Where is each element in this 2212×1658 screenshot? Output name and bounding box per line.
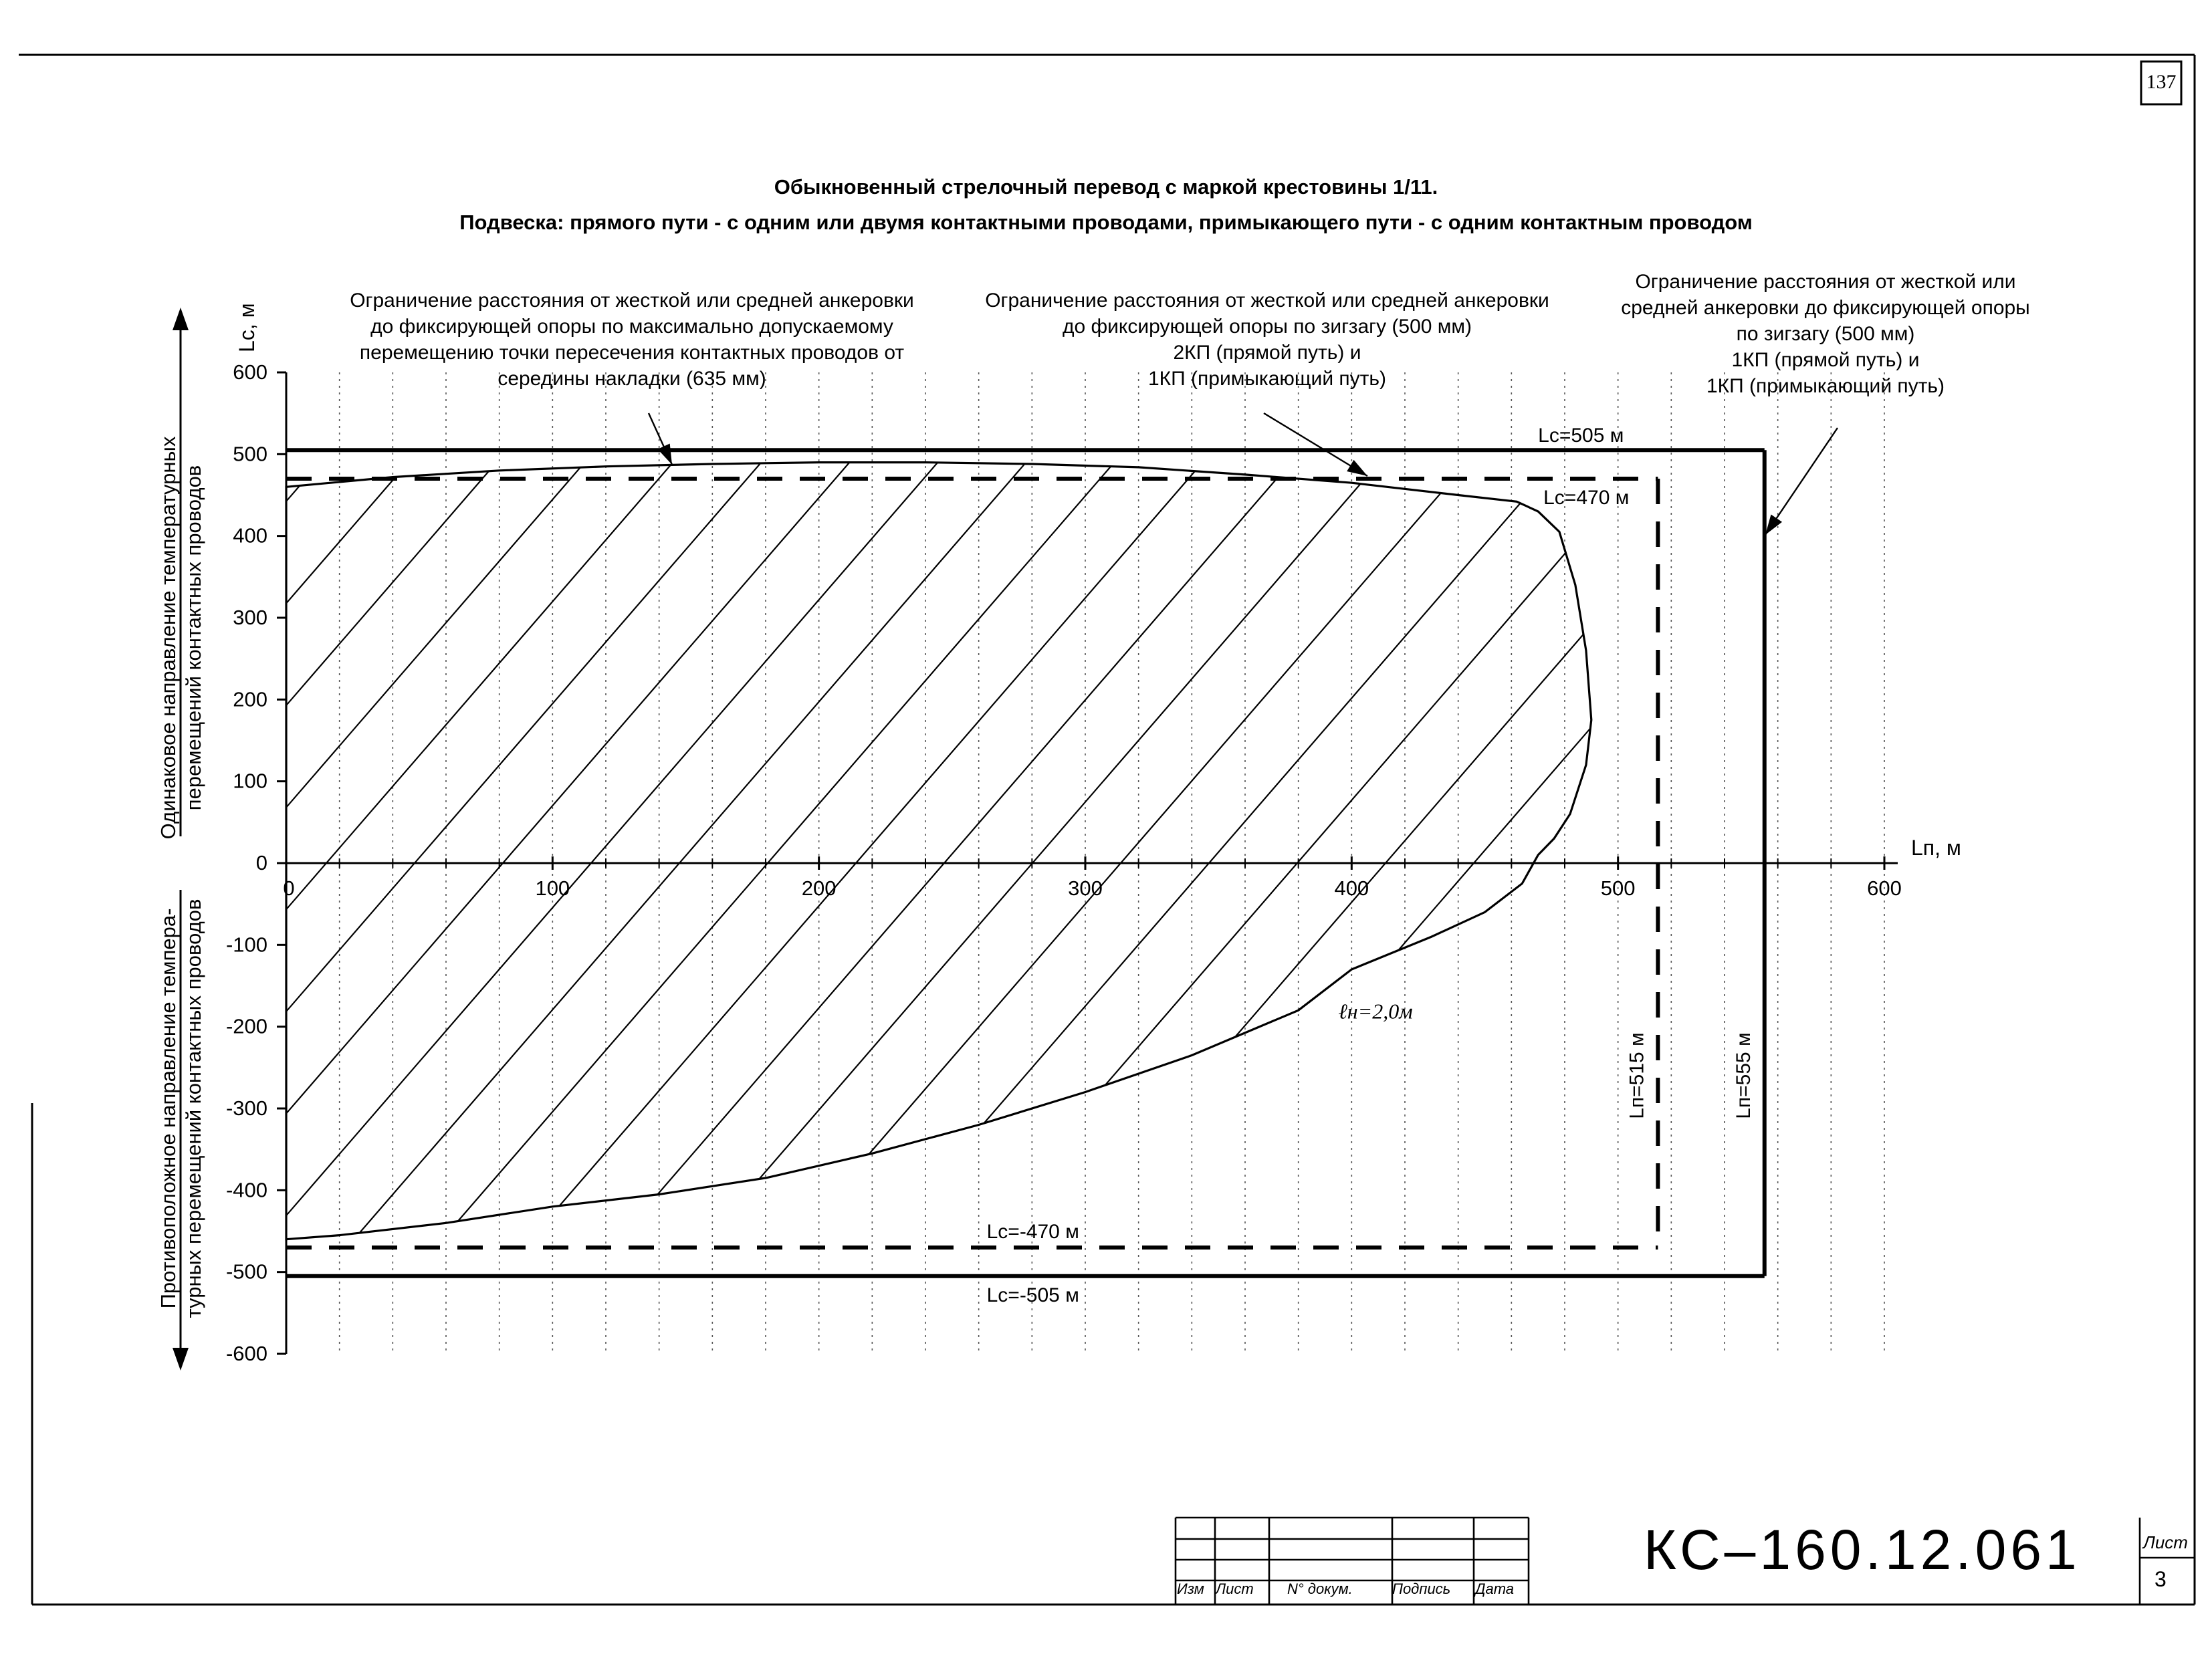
upper-group-label: Одинаковое направление температурных [156, 436, 180, 840]
stamp-col-sign: Подпись [1392, 1580, 1451, 1597]
annotation-middle-line: Ограничение расстояния от жесткой или средней анкеровки [985, 289, 1549, 312]
annotation-right [1591, 269, 2060, 399]
limit-label-lc-505: Lc=505 м [1538, 425, 1624, 447]
chart-title-line-2: Подвеска: прямого пути - с одним или двумя контактными проводами, примыкающего пути - с одним контактным проводом [459, 211, 1753, 234]
sheet-label: Лист [2143, 1532, 2188, 1552]
x-tick-label: 400 [1334, 876, 1369, 900]
x-tick-label: 500 [1600, 876, 1636, 900]
sheet-number: 3 [2154, 1567, 2167, 1591]
y-tick-label: -200 [225, 1014, 267, 1038]
annotation-middle-line: 2КП (прямой путь) и [1173, 342, 1361, 364]
annotation-middle-arrow-head [1347, 460, 1367, 476]
axis-layer [156, 303, 1961, 1371]
lower-group-label: турных перемещений контактных проводов [182, 899, 205, 1318]
chart-title-line-1: Обыкновенный стрелочный перевод с маркой крестовины 1/11. [774, 175, 1438, 199]
upper-arrowhead [173, 308, 189, 330]
annotation-left-line: до фиксирующей опоры по максимально допускаемому [370, 316, 893, 338]
y-tick-label: -400 [225, 1178, 267, 1202]
y-tick-label: 400 [233, 523, 267, 548]
lower-arrowhead [173, 1348, 189, 1371]
annotation-right-line: 1КП (прямой путь) и [1731, 349, 1920, 371]
limit-label-lp-555: Lп=555 м [1732, 1032, 1755, 1119]
x-tick-label: 200 [801, 876, 837, 900]
region-label: ℓн=2,0м [1338, 999, 1413, 1024]
y-tick-label: -300 [225, 1096, 267, 1120]
x-tick-label: 0 [283, 876, 295, 900]
annotation-left-line: перемещению точки пересечения контактных проводов от [359, 342, 905, 364]
annotation-right-arrow-head [1765, 515, 1782, 535]
annotation-middle [950, 287, 1585, 392]
y-tick-label: 100 [233, 769, 267, 793]
y-tick-label: 600 [233, 360, 267, 384]
annotation-left [314, 287, 950, 392]
page-number: 137 [2146, 71, 2177, 93]
limit-layer [286, 425, 1765, 1306]
annotation-right-line: 1КП (примыкающий путь) [1706, 375, 1945, 397]
annotation-middle-line: 1КП (примыкающий путь) [1147, 368, 1387, 390]
annotation-left-line: Ограничение расстояния от жесткой или средней анкеровки [350, 289, 914, 312]
annotation-right-line: по зигзагу (500 мм) [1736, 323, 1915, 345]
y-tick-label: 0 [255, 851, 267, 874]
y-tick-label: 300 [233, 606, 267, 629]
annotation-left-arrow-head [657, 444, 672, 465]
annotation-right-line: Ограничение расстояния от жесткой или [1635, 271, 2016, 293]
lower-group-label: Противоположное направление темпера- [156, 908, 180, 1309]
annotation-left-line: середины накладки (635 мм) [497, 368, 766, 390]
y-tick-label: 500 [233, 442, 267, 466]
stamp-col-list: Лист [1216, 1580, 1254, 1597]
stamp-col-izm: Изм [1177, 1580, 1204, 1597]
x-tick-label: 300 [1068, 876, 1103, 900]
x-tick-label: 100 [535, 876, 570, 900]
y-axis-label: Lc, м [235, 303, 259, 352]
stamp-col-date: Дата [1475, 1580, 1515, 1597]
stamp-col-doc: N° докум. [1287, 1580, 1353, 1597]
x-axis-label: Lп, м [1911, 836, 1961, 860]
y-tick-label: -500 [225, 1260, 267, 1284]
upper-group-label: перемещений контактных проводов [182, 465, 205, 811]
limit-label-lc-470: Lc=470 м [1543, 487, 1630, 509]
limit-label-lc-neg470: Lc=-470 м [986, 1220, 1079, 1243]
limit-label-lp-515: Lп=515 м [1626, 1032, 1648, 1119]
y-tick-label: 200 [233, 687, 267, 711]
document-code: КС–160.12.061 [1644, 1518, 2081, 1581]
y-tick-label: -600 [225, 1342, 267, 1365]
limit-label-lc-neg505: Lc=-505 м [986, 1284, 1079, 1306]
annotation-middle-line: до фиксирующей опоры по зигзагу (500 мм) [1062, 316, 1472, 338]
x-tick-label: 600 [1867, 876, 1902, 900]
y-tick-label: -100 [225, 933, 267, 957]
annotation-right-line: средней анкеровки до фиксирующей опоры [1621, 297, 2030, 319]
